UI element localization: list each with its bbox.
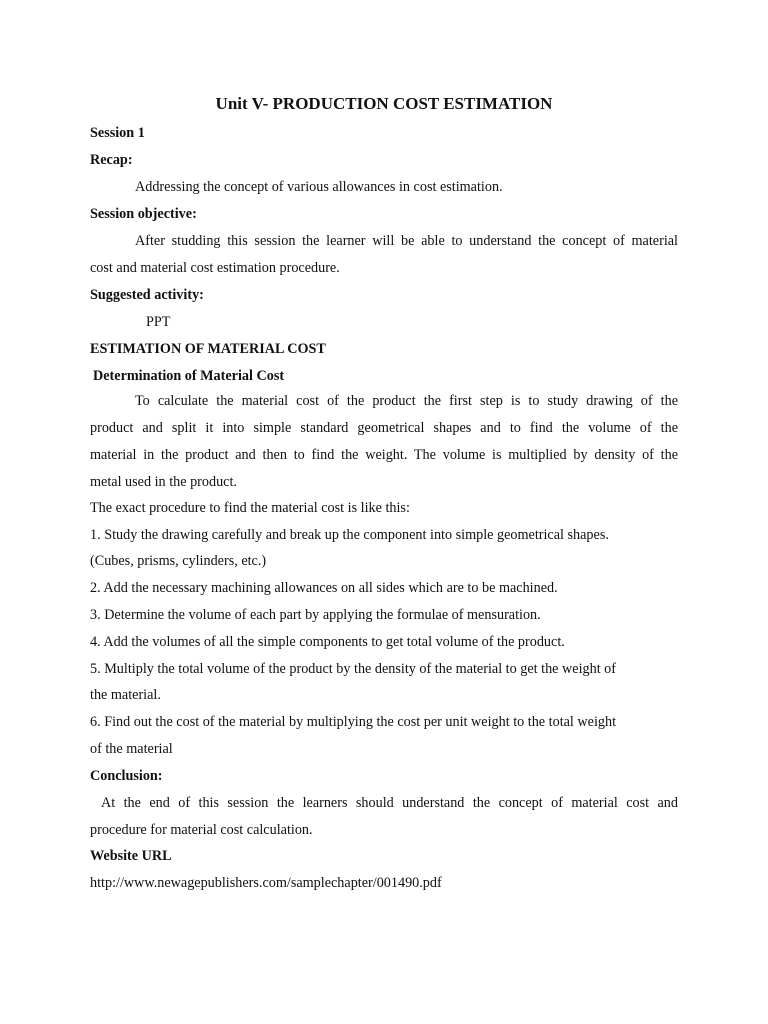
step-1-continued: (Cubes, prisms, cylinders, etc.) bbox=[90, 553, 267, 569]
activity-heading: Suggested activity: bbox=[90, 287, 204, 303]
session-label: Session 1 bbox=[90, 125, 145, 141]
conclusion-heading: Conclusion: bbox=[90, 768, 163, 784]
objective-line-1: After studding this session the learner will be able to understand the concept of material bbox=[135, 233, 678, 249]
activity-text: PPT bbox=[146, 314, 171, 330]
step-2: 2. Add the necessary machining allowances on all sides which are to be machined. bbox=[90, 580, 558, 596]
paragraph-line-4: metal used in the product. bbox=[90, 474, 237, 490]
step-3: 3. Determine the volume of each part by applying the formulae of mensuration. bbox=[90, 607, 541, 623]
recap-heading: Recap: bbox=[90, 152, 133, 168]
website-url[interactable]: http://www.newagepublishers.com/samplechapter/001490.pdf bbox=[90, 875, 442, 891]
step-5: 5. Multiply the total volume of the product by the density of the material to get the weight of bbox=[90, 661, 617, 677]
paragraph-line-2: product and split it into simple standard geometrical shapes and to find the volume of the bbox=[90, 420, 678, 436]
page-title: Unit V- PRODUCTION COST ESTIMATION bbox=[215, 94, 553, 113]
procedure-intro: The exact procedure to find the material cost is like this: bbox=[90, 500, 410, 516]
subheading: Determination of Material Cost bbox=[93, 368, 285, 384]
step-1: 1. Study the drawing carefully and break up the component into simple geometrical shapes. bbox=[90, 527, 609, 543]
step-6: 6. Find out the cost of the material by multiplying the cost per unit weight to the total weight bbox=[90, 714, 617, 730]
step-5-continued: the material. bbox=[90, 687, 161, 703]
paragraph-line-1: To calculate the material cost of the product the first step is to study drawing of the bbox=[135, 393, 678, 409]
step-4: 4. Add the volumes of all the simple components to get total volume of the product. bbox=[90, 634, 565, 650]
paragraph-line-3: material in the product and then to find the weight. The volume is multiplied by density of the bbox=[90, 447, 678, 463]
step-6-continued: of the material bbox=[90, 741, 173, 757]
conclusion-line-2: procedure for material cost calculation. bbox=[90, 822, 313, 838]
recap-text: Addressing the concept of various allowances in cost estimation. bbox=[135, 179, 503, 195]
section-heading: ESTIMATION OF MATERIAL COST bbox=[90, 341, 326, 357]
objective-heading: Session objective: bbox=[90, 206, 197, 222]
website-heading: Website URL bbox=[90, 848, 172, 864]
objective-line-2: cost and material cost estimation procedure. bbox=[90, 260, 340, 276]
conclusion-line-1: At the end of this session the learners should understand the concept of material cost and bbox=[101, 795, 678, 811]
